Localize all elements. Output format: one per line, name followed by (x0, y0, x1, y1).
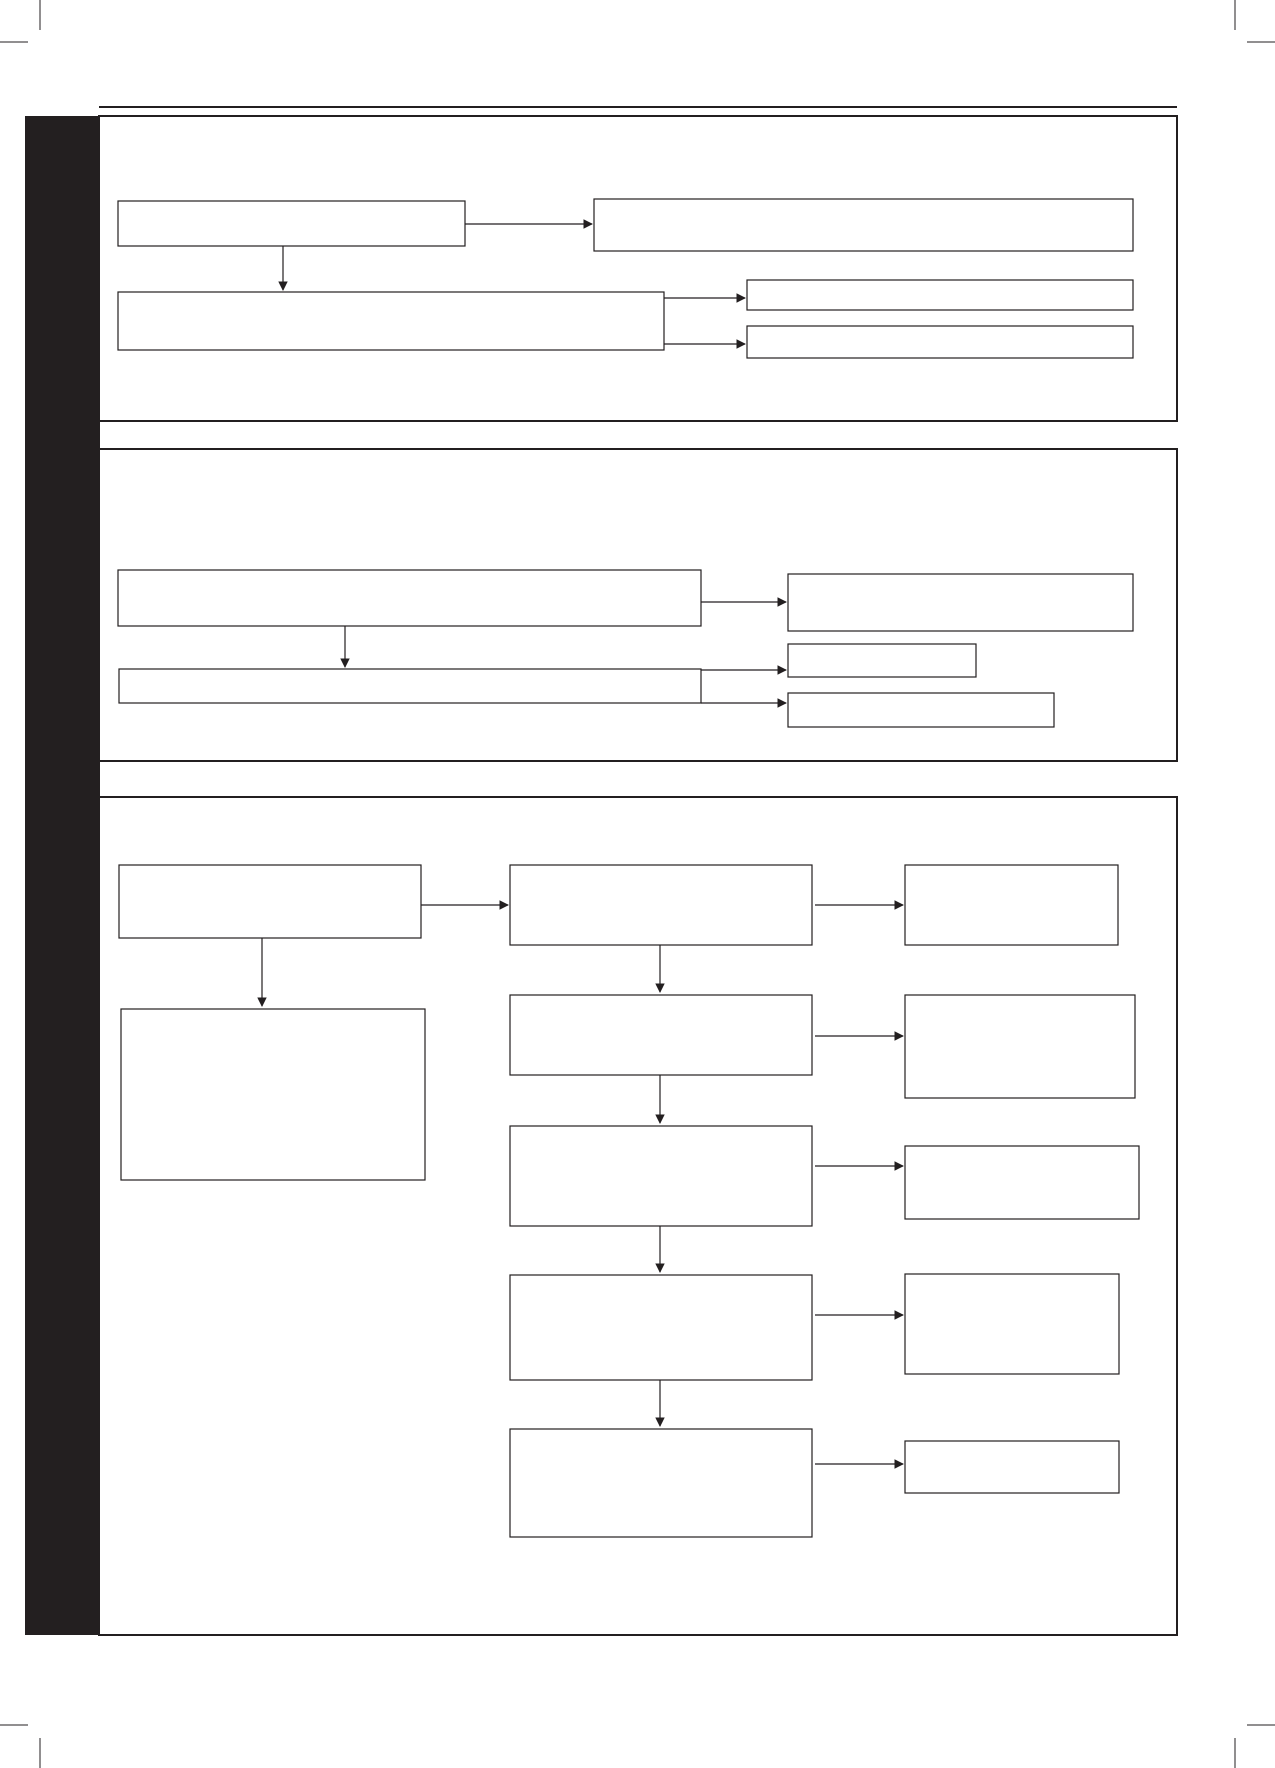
p1-right-box (594, 199, 1133, 251)
p2-right-box (788, 574, 1133, 631)
p3-out3-box (905, 1146, 1139, 1219)
panel-3 (99, 797, 1177, 1635)
p3-step2-box (510, 995, 812, 1075)
p2-out-b-box (788, 693, 1054, 727)
p3-step3-box (510, 1126, 812, 1226)
p1-step2-box (118, 292, 664, 350)
p3-out4-box (905, 1274, 1119, 1374)
p2-step2-box (119, 669, 701, 703)
p3-out2-box (905, 995, 1135, 1098)
p3-out5-box (905, 1441, 1119, 1493)
p2-start-box (118, 570, 701, 626)
p3-start-box (119, 865, 421, 938)
panel-1-frame (99, 116, 1177, 421)
p3-step1-box (510, 865, 812, 945)
p1-out-b-box (747, 326, 1133, 358)
p1-start-box (118, 201, 465, 246)
p2-out-a-box (788, 644, 976, 677)
p3-step5-box (510, 1429, 812, 1537)
side-tab (25, 116, 100, 1635)
p3-out1-box (905, 865, 1118, 945)
p3-left-detail-box (121, 1009, 425, 1180)
p1-out-a-box (747, 280, 1133, 310)
panel-1 (99, 116, 1177, 421)
panel-2 (99, 449, 1177, 761)
p3-step4-box (510, 1275, 812, 1380)
